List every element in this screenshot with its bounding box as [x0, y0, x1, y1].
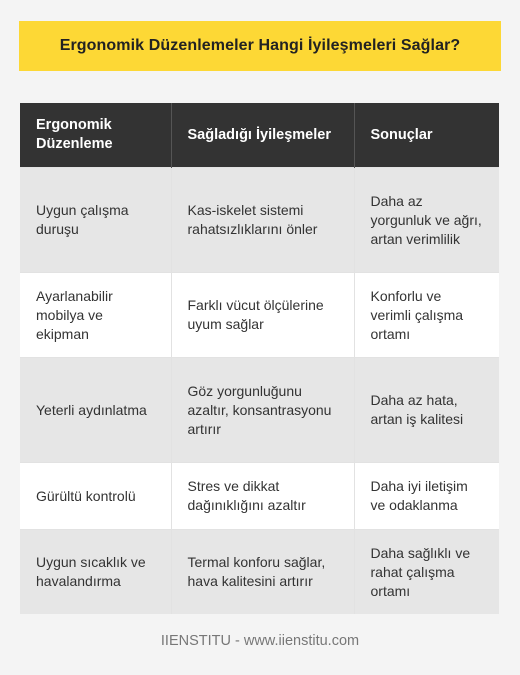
ergonomics-table [20, 103, 499, 614]
table-cell: Farklı vücut ölçülerine uyum sağlar [171, 273, 354, 358]
table-cell: Daha sağlıklı ve rahat çalışma ortamı [354, 530, 499, 615]
table-row [20, 168, 499, 273]
table-cell: Yeterli aydınlatma [20, 358, 171, 463]
table-cell: Ayarlanabilir mobilya ve ekipman [20, 273, 171, 358]
header-cell: Sağladığı İyileşmeler [171, 103, 354, 168]
table-cell: Kas-iskelet sistemi rahatsızlıklarını önler [171, 168, 354, 273]
table-cell: Göz yorgunluğunu azaltır, konsantrasyonu artırır [171, 358, 354, 463]
header-cell: Ergonomik Düzenleme [20, 103, 171, 168]
table-row [20, 273, 499, 358]
table-row [20, 358, 499, 463]
table-cell: Daha iyi iletişim ve odaklanma [354, 463, 499, 530]
table-cell: Konforlu ve verimli çalışma ortamı [354, 273, 499, 358]
table-cell: Stres ve dikkat dağınıklığını azaltır [171, 463, 354, 530]
table-cell: Daha az hata, artan iş kalitesi [354, 358, 499, 463]
table-cell: Daha az yorgunluk ve ağrı, artan verimlilik [354, 168, 499, 273]
table-cell: Uygun çalışma duruşu [20, 168, 171, 273]
table-row [20, 530, 499, 615]
header-cell: Sonuçlar [354, 103, 499, 168]
table-cell: Gürültü kontrolü [20, 463, 171, 530]
table-header-row [20, 103, 499, 168]
footer-credit: IIENSTITU - www.iienstitu.com [160, 633, 360, 649]
table-row [20, 463, 499, 530]
table-cell: Termal konforu sağlar, hava kalitesini artırır [171, 530, 354, 615]
title-banner [19, 21, 501, 71]
page-title: Ergonomik Düzenlemeler Hangi İyileşmeleri Sağlar? [59, 37, 461, 54]
table-cell: Uygun sıcaklık ve havalandırma [20, 530, 171, 615]
